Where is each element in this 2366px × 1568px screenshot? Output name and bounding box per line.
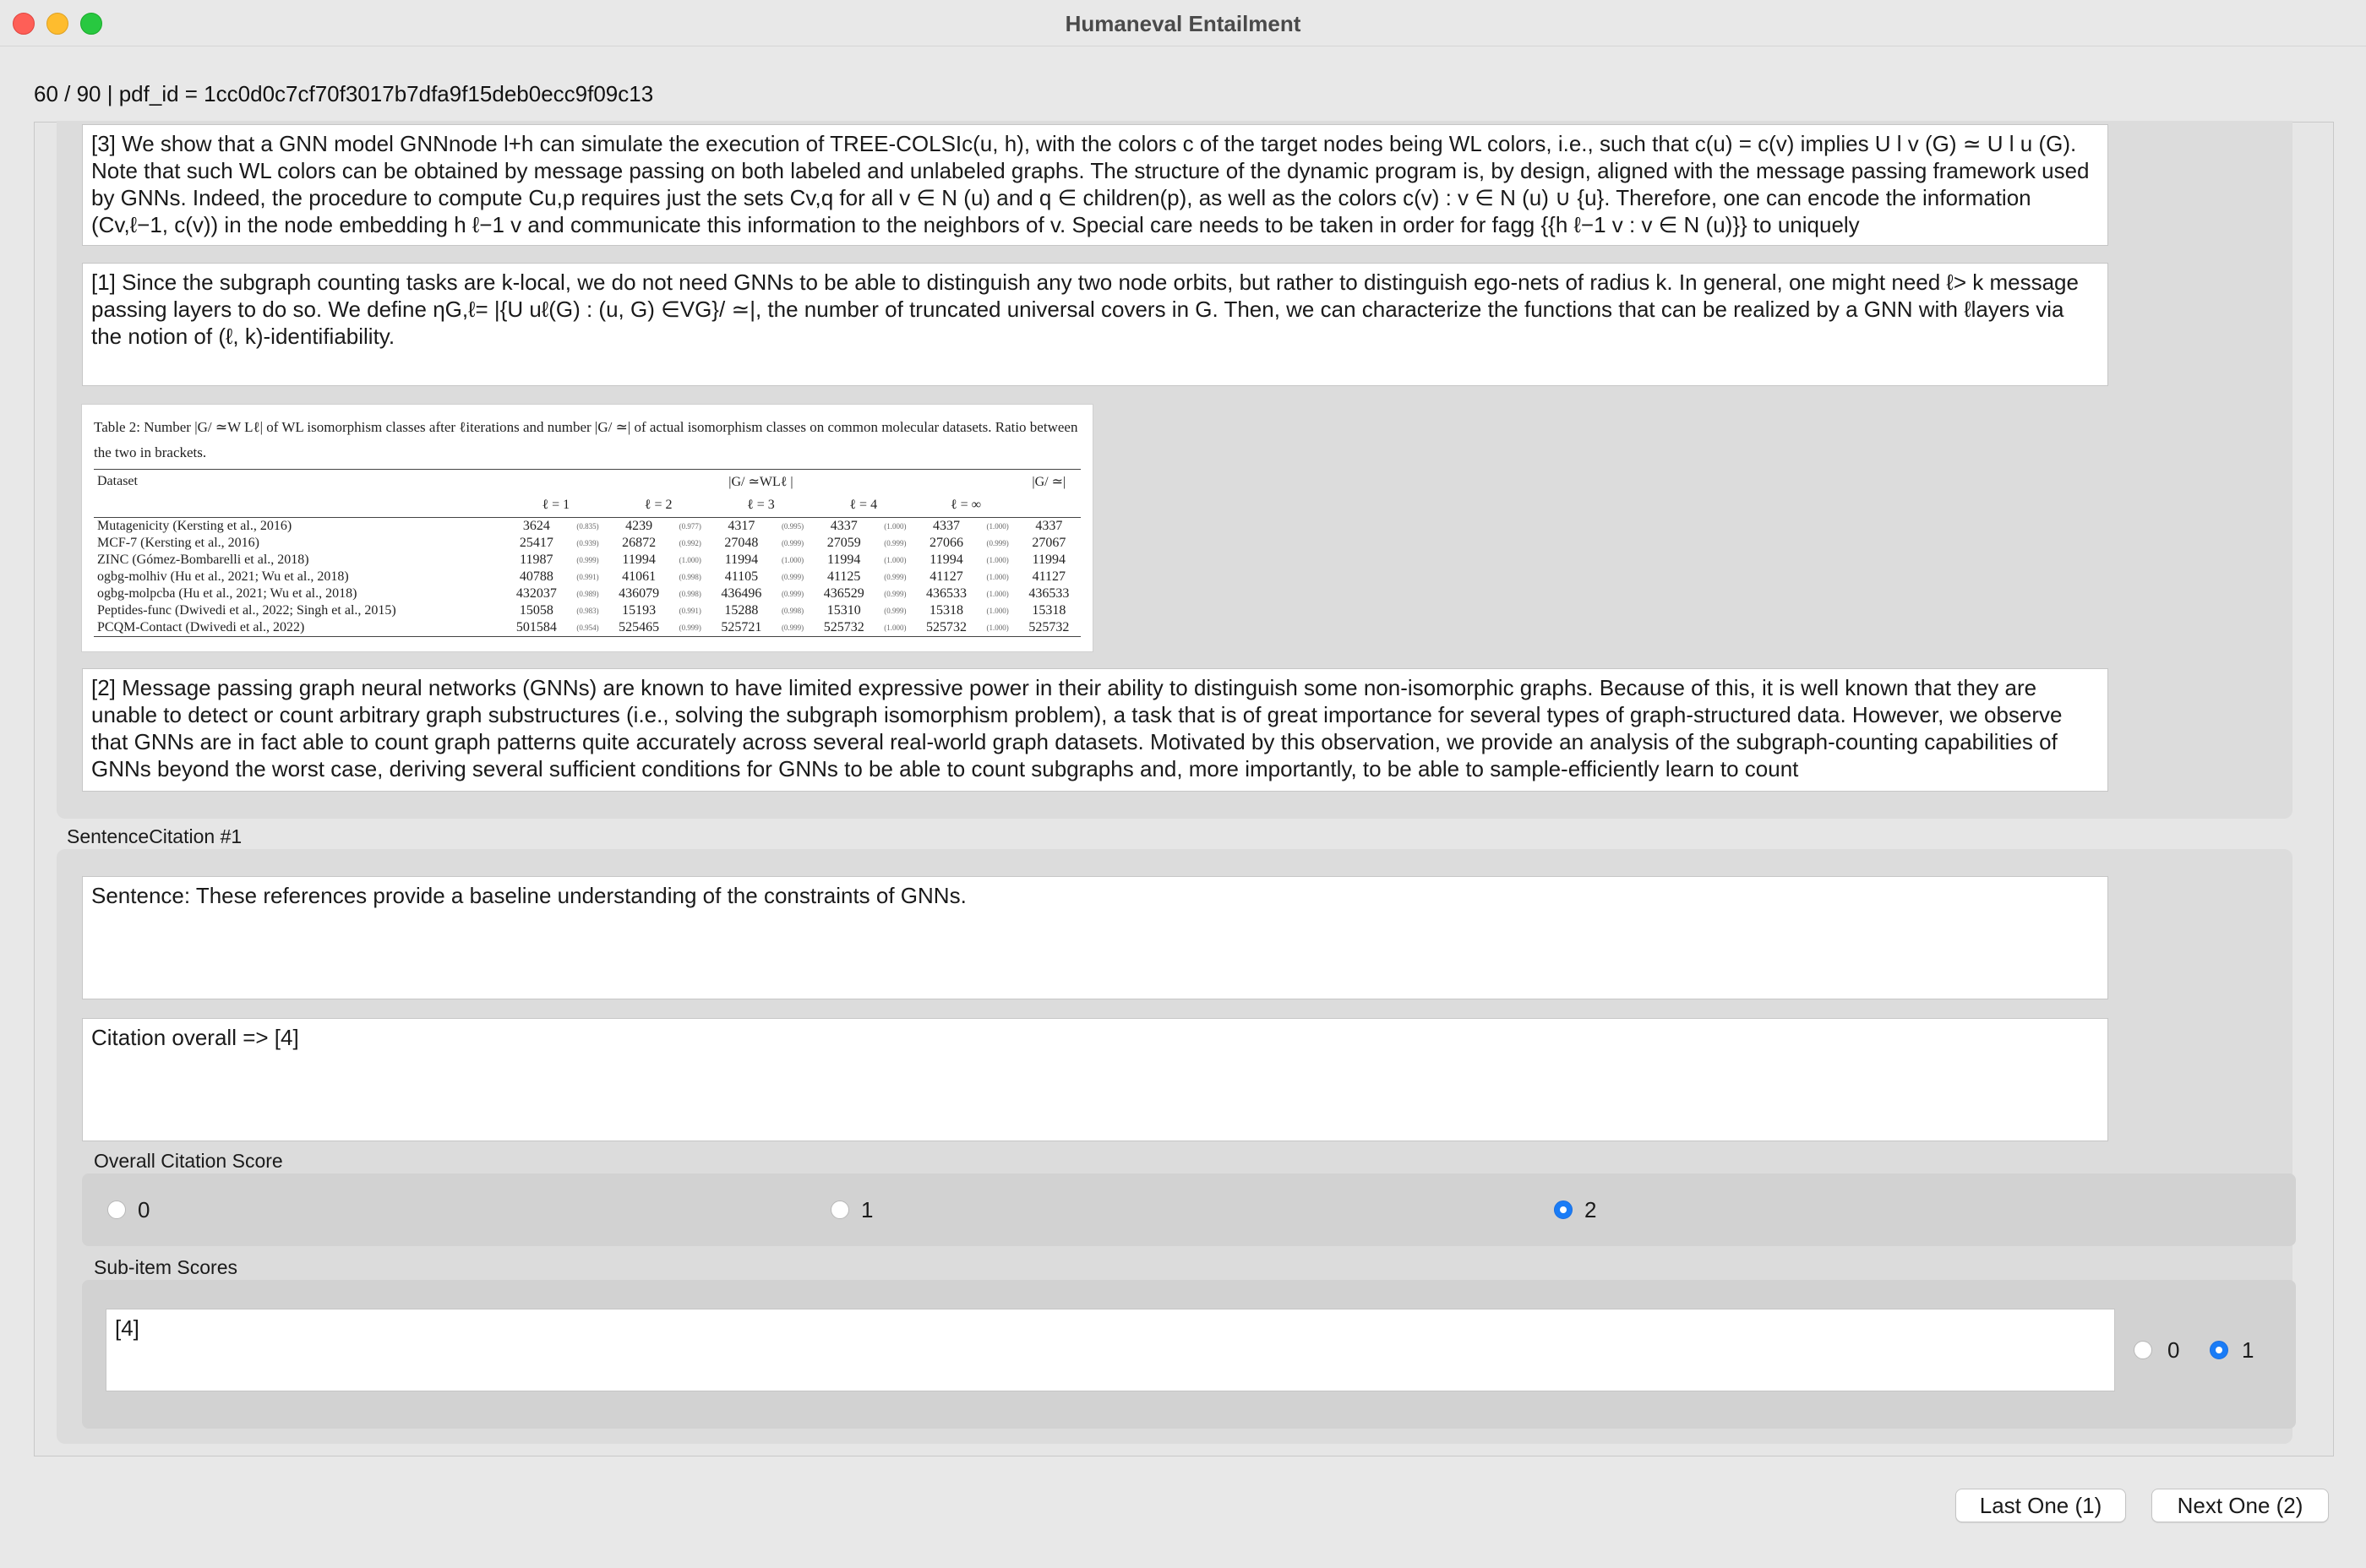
table-row (94, 619, 1081, 637)
table-cell-ratio: (1.000) (986, 607, 1009, 615)
table-row (94, 518, 1081, 536)
table-group-header: |G/ ≃WLℓ | (504, 470, 1017, 494)
table-cell-value: 4337 (830, 519, 858, 533)
table-cell-value: 41061 (622, 569, 657, 584)
table-cell-value: 27066 (930, 536, 963, 550)
table-cell-value: 25417 (519, 536, 553, 550)
table-cell-value: 11994 (827, 553, 861, 567)
table-cell-ratio: (0.989) (576, 590, 599, 598)
sub-item-label-0: 0 (2167, 1337, 2180, 1363)
table-cell-ratio: (0.999) (781, 573, 804, 581)
table-row (94, 569, 1081, 585)
table-cell-ratio: (1.000) (875, 619, 914, 637)
table-cell-dataset: ogbg-molhiv (Hu et al., 2021; Wu et al., 2018) (97, 569, 349, 584)
table-row (94, 602, 1081, 619)
sub-item-radio-0[interactable] (2134, 1341, 2152, 1359)
table-cell-ratio: (0.999) (773, 619, 812, 637)
table-cell-ratio: (0.999) (884, 590, 907, 598)
table-cell-value: 27067 (1032, 536, 1066, 550)
table-cell-value: 4337 (1035, 519, 1063, 533)
table-cell-value: 436529 (823, 586, 864, 601)
table-cell-value: 15318 (930, 603, 963, 618)
table-cell-value: 525732 (914, 619, 978, 637)
table-cell-ratio: (1.000) (781, 556, 804, 564)
table-header-iso: |G/ ≃| (1017, 470, 1081, 494)
table-cell-dataset: MCF-7 (Kersting et al., 2016) (97, 536, 259, 550)
last-one-button[interactable]: Last One (1) (1955, 1489, 2126, 1522)
table-cell-value: 3624 (522, 519, 550, 533)
table-cell-ratio: (0.999) (576, 556, 599, 564)
table-header-dataset: Dataset (94, 470, 504, 494)
table-cell-value: 436533 (1028, 586, 1070, 601)
table-cell-value: 27059 (826, 536, 861, 550)
table-cell-value: 26872 (622, 536, 657, 550)
table-header-linf: ℓ = ∞ (914, 493, 1017, 518)
table-cell-ratio: (0.999) (781, 539, 804, 547)
table-cell-value: 15318 (1032, 603, 1066, 618)
table-cell-dataset: ZINC (Gómez-Bombarelli et al., 2018) (97, 553, 309, 567)
table-caption: Table 2: Number |G/ ≃W Lℓ| of WL isomorphism classes after ℓiterations and number |G/ ≃| of actual isomorphism classes on common molecular datasets. Ratio between the two in brackets. (94, 419, 1078, 460)
table-cell-value: 432037 (515, 586, 557, 601)
table-cell-ratio: (1.000) (979, 619, 1017, 637)
overall-score-label-1: 1 (861, 1197, 874, 1222)
table-cell-value: 436533 (926, 586, 967, 601)
table-cell-dataset: Peptides-func (Dwivedi et al., 2022; Singh et al., 2015) (97, 603, 396, 618)
table-header-l1: ℓ = 1 (504, 493, 607, 518)
table-cell-value: 436079 (619, 586, 660, 601)
next-one-button[interactable]: Next One (2) (2151, 1489, 2329, 1522)
table-cell-value: 501584 (504, 619, 568, 637)
table-cell-ratio: (0.998) (679, 573, 701, 581)
table-header-l4: ℓ = 4 (812, 493, 914, 518)
table-cell-ratio: (0.835) (576, 522, 599, 531)
progress-and-pdf-id: 60 / 90 | pdf_id = 1cc0d0c7cf70f3017b7dfa9f15deb0ecc9f09c13 (34, 81, 654, 106)
table-cell-value: 15193 (622, 603, 657, 618)
table-cell-value: 15288 (724, 603, 759, 618)
wl-isomorphism-table (94, 469, 1081, 637)
table-cell-ratio: (0.999) (884, 573, 907, 581)
table-cell-ratio: (0.999) (884, 539, 907, 547)
table-cell-ratio: (0.939) (576, 539, 599, 547)
window-title: Humaneval Entailment (1065, 11, 1301, 36)
table-cell-ratio: (0.995) (781, 522, 804, 531)
sub-item-scores-label: Sub-item Scores (94, 1256, 238, 1278)
table-header-l2: ℓ = 2 (607, 493, 709, 518)
table-cell-ratio: (1.000) (679, 556, 701, 564)
table-cell-ratio: (0.998) (679, 590, 701, 598)
table-cell-ratio: (0.999) (884, 607, 907, 615)
table-cell-ratio: (0.954) (568, 619, 607, 637)
overall-score-radio-1[interactable] (831, 1200, 849, 1219)
citation-textbox[interactable]: Citation overall => [4] (82, 1018, 2108, 1141)
table-cell-value: 41127 (1032, 569, 1066, 584)
table-cell-value: 40788 (519, 569, 553, 584)
table-cell-ratio: (0.991) (576, 573, 599, 581)
overall-score-radio-group (82, 1173, 2296, 1246)
sub-item-radio-1[interactable] (2210, 1341, 2228, 1359)
table-cell-ratio: (0.999) (781, 590, 804, 598)
table-cell-value: 11994 (1032, 553, 1066, 567)
overall-score-radio-0[interactable] (107, 1200, 126, 1219)
table-cell-ratio: (0.998) (781, 607, 804, 615)
table-cell-dataset: PCQM-Contact (Dwivedi et al., 2022) (94, 619, 504, 637)
overall-score-label-0: 0 (138, 1197, 150, 1222)
table-cell-ratio: (0.991) (679, 607, 701, 615)
table-cell-ratio: (1.000) (986, 573, 1009, 581)
table-cell-value: 41127 (930, 569, 963, 584)
table-cell-value: 4317 (728, 519, 755, 533)
table-cell-value: 11994 (622, 553, 656, 567)
sentence-textbox[interactable]: Sentence: These references provide a baseline understanding of the constraints of GNNs. (82, 876, 2108, 999)
table-cell-ratio: (1.000) (986, 522, 1009, 531)
table-cell-value: 4239 (625, 519, 653, 533)
table-cell-value: 436496 (721, 586, 762, 601)
table-cell-ratio: (0.992) (679, 539, 701, 547)
table-cell-ratio: (0.977) (679, 522, 701, 531)
table-cell-ratio: (1.000) (884, 556, 907, 564)
overall-score-radio-2[interactable] (1554, 1200, 1573, 1219)
table-cell-dataset: ogbg-molpcba (Hu et al., 2021; Wu et al., 2018) (97, 586, 357, 601)
table-cell-ratio: (0.999) (671, 619, 710, 637)
table-cell-value: 525732 (1017, 619, 1081, 637)
table-cell-ratio: (1.000) (986, 556, 1009, 564)
table-cell-ratio: (0.983) (576, 607, 599, 615)
table-cell-ratio: (0.999) (986, 539, 1009, 547)
table-cell-value: 525465 (607, 619, 670, 637)
table-cell-value: 15058 (519, 603, 553, 618)
table-cell-value: 525721 (710, 619, 773, 637)
table-header-l3: ℓ = 3 (710, 493, 812, 518)
table-cell-dataset: Mutagenicity (Kersting et al., 2016) (97, 519, 292, 533)
table-cell-value: 525732 (812, 619, 875, 637)
table-cell-value: 11994 (724, 553, 759, 567)
table-cell-ratio: (1.000) (986, 590, 1009, 598)
overall-score-label-2: 2 (1584, 1197, 1597, 1222)
sub-item-label-1: 1 (2242, 1337, 2254, 1363)
table-cell-value: 15310 (826, 603, 861, 618)
overall-citation-score-label: Overall Citation Score (94, 1150, 283, 1172)
table-cell-value: 11987 (520, 553, 553, 567)
reference-2-textbox[interactable]: [2] Message passing graph neural networks (GNNs) are known to have limited expressive power in their ability to distinguish some non-isomorphic graphs. Because of this, it is well known that they are unable to detect or count arbitrary graph substructures (i.e., solving the subgraph isomorphism problem), a task that is of great importance for several types of graph-structured data. However, we observe that GNNs are in fact able to count graph patterns quite accurately across several real-world graph datasets. Motivated by this observation, we provide an analysis of the subgraph-counting capabilities of GNNs beyond the worst case, deriving several sufficient conditions for GNNs to be able to count subgraphs and, more importantly, to be able to sample-efficiently learn to count (82, 668, 2108, 792)
title-bar (0, 0, 2366, 46)
table-cell-value: 41105 (724, 569, 759, 584)
sub-item-textbox[interactable]: [4] (106, 1309, 2115, 1391)
reference-3-textbox[interactable]: [3] We show that a GNN model GNNnode l+h can simulate the execution of TREE-COLSIc(u, h), with the colors c of the target nodes being WL colors, i.e., such that c(u) = c(v) implies U l v (G) ≃ U l u (G). Note that such WL colors can be obtained by message passing on both labeled and unlabeled graphs. The structure of the dynamic program is, by design, aligned with the message passing framework used by GNNs. Indeed, the procedure to compute Cu,p requires just the sets Cv,q for all v ∈ N (u) and q ∈ children(p), as well as the colors c(v) : v ∈ N (u) ∪ {u}. Therefore, one can encode the information (Cv,ℓ−1, c(v)) in the node embedding h ℓ−1 v and communicate this information to the neighbors of v. Special care needs to be taken in order for fagg {{h ℓ−1 v : v ∈ N (u)}} to uniquely (82, 124, 2108, 246)
table-cell-value: 11994 (930, 553, 963, 567)
table-cell-value: 4337 (933, 519, 960, 533)
table-cell-ratio: (1.000) (884, 522, 907, 531)
table-row (94, 585, 1081, 602)
reference-1-textbox[interactable]: [1] Since the subgraph counting tasks are k-local, we do not need GNNs to be able to distinguish any two node orbits, but rather to distinguish ego-nets of radius k. In general, one might need ℓ> k message passing layers to do so. We define ηG,ℓ= |{U uℓ(G) : (u, G) ∈VG}/ ≃|, the number of truncated universal covers in G. Then, we can characterize the functions that can be realized by a GNN with ℓlayers via the notion of (ℓ, k)-identifiability. (82, 263, 2108, 386)
table-row (94, 552, 1081, 569)
table-row (94, 535, 1081, 552)
table-cell-value: 27048 (724, 536, 759, 550)
sentence-citation-group-label: SentenceCitation #1 (67, 825, 243, 847)
table-cell-value: 41125 (827, 569, 861, 584)
table-image (81, 404, 1093, 652)
main-panel (34, 122, 2334, 1456)
